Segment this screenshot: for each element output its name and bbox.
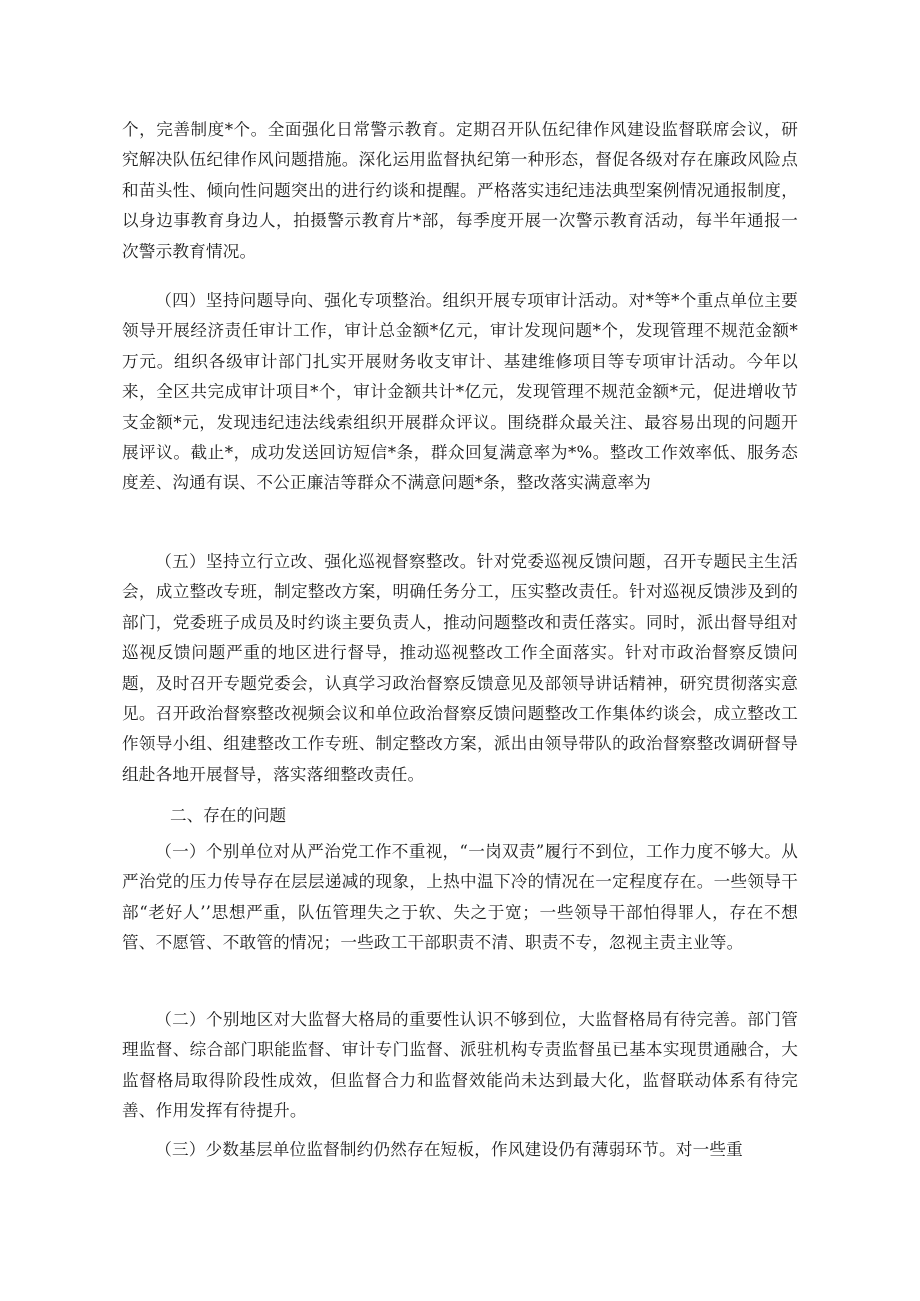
paragraph-special-rectification: （四）坚持问题导向、强化专项整治。组织开展专项审计活动。对*等*个重点单位主要领导开展经济责任审计工作，审计总金额*亿元，审计发现问题*个，发现管理不规范金额*万元。组织各级审计部门扎实开展财务收支审计、基建维修项目等专项审计活动。今年以来，全区共完成审计项目*个，审计金额共计*亿元，发现管理不规范金额*元，促进增收节支金额*元，发现违纪违法线索组织开展群众评议。围绕群众最关注、最容易出现的问题开展评议。截止*，成功发送回访短信*条，群众回复满意率为*%。整改工作效率低、服务态度差、沟通有误、不公正廉洁等群众不满意问题*条，整改落实满意率为 <box>122 291 798 493</box>
paragraph-warning-education: 个，完善制度*个。全面强化日常警示教育。定期召开队伍纪律作风建设监督联席会议，研究解决队伍纪律作风问题措施。深化运用监督执纪第一种形态，督促各级对存在廉政风险点和苗头性、倾向性问题突出的进行约谈和提醒。严格落实违纪违法典型案例情况通报制度，以身边事教育身边人，拍摄警示教育片*部，每季度开展一次警示教育活动，每半年通报一次警示教育情况。 <box>122 120 798 261</box>
paragraph-problem-3: （三）少数基层单位监督制约仍然存在短板，作风建设仍有薄弱环节。对一些重 <box>155 1140 743 1159</box>
section-heading-problems: 二、存在的问题 <box>170 806 287 825</box>
paragraph-inspection-rectification: （五）坚持立行立改、强化巡视督察整改。针对党委巡视反馈问题，召开专题民主生活会，成立整改专班，制定整改方案，明确任务分工，压实整改责任。针对巡视反馈涉及到的部门，党委班子成员及时约谈主要负责人，推动问题整改和责任落实。同时，派出督导组对巡视反馈问题严重的地区进行督导，推动巡视整改工作全面落实。针对市政治督察反馈问题，及时召开专题党委会，认真学习政治督察反馈意见及部领导讲话精神，研究贯彻落实意见。召开政治督察整改视频会议和单位政治督察反馈问题整改工作集体约谈会，成立整改工作领导小组、组建整改工作专班、制定整改方案，派出由领导带队的政治督察整改调研督导组赴各地开展督导，落实落细整改责任。 <box>122 552 798 784</box>
paragraph-problem-2: （二）个别地区对大监督大格局的重要性认识不够到位，大监督格局有待完善。部门管理监督、综合部门职能监督、审计专门监督、派驻机构专责监督虽已基本实现贯通融合，大监督格局取得阶段性成效，但监督合力和监督效能尚未达到最大化，监督联动体系有待完善、作用发挥有待提升。 <box>122 1010 798 1121</box>
paragraph-problem-1: （一）个别单位对从严治党工作不重视，“一岗双责”履行不到位，工作力度不够大。从严治党的压力传导存在层层递减的现象，上热中温下冷的情况在一定程度存在。一些领导干部“老好人’’思想严重，队伍管理失之于软、失之于宽；一些领导干部怕得罪人，存在不想管、不愿管、不敢管的情况；一些政工干部职责不清、职责不专，忽视主责主业等。 <box>122 842 798 953</box>
